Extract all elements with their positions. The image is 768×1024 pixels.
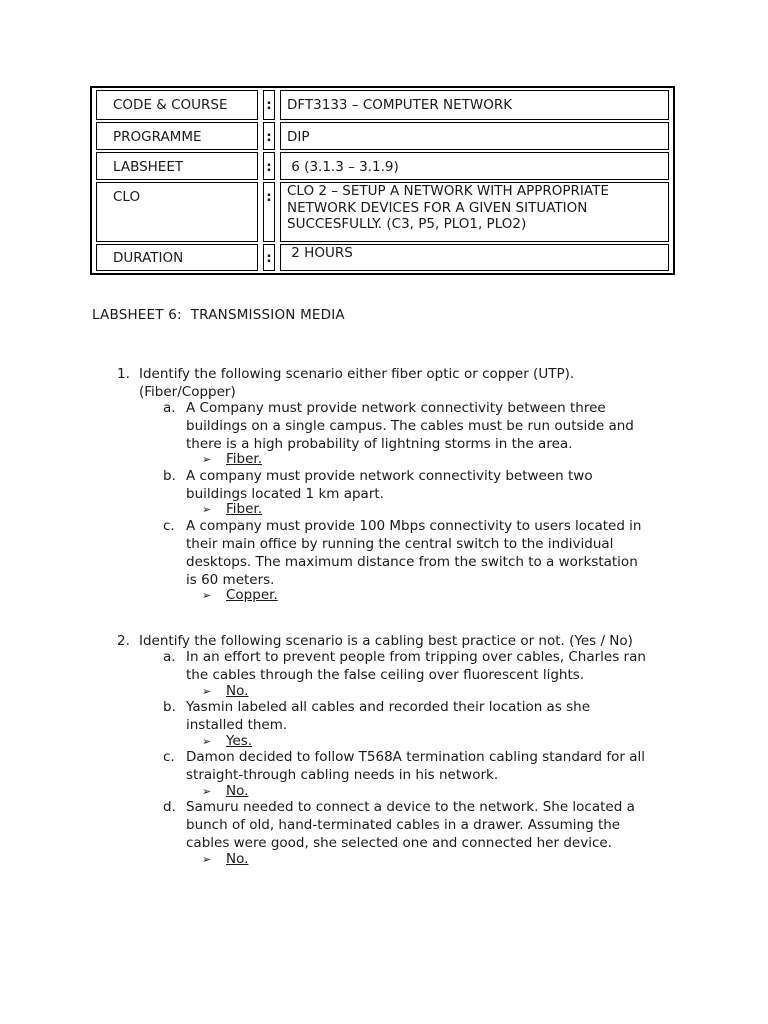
item-letter: a. [163, 649, 176, 665]
item-text-line: there is a high probability of lightning storms in the area. [186, 436, 573, 452]
info-value: DIP [280, 122, 669, 150]
answer-text: Copper. [226, 587, 278, 603]
item-text-line: A company must provide network connectivity between two [186, 468, 593, 484]
item-text-line: straight-through cabling needs in his network. [186, 767, 499, 783]
clo-line: NETWORK DEVICES FOR A GIVEN SITUATION [287, 199, 588, 216]
item-text-line: A company must provide 100 Mbps connectivity to users located in [186, 518, 642, 534]
item-text-line: Damon decided to follow T568A termination cabling standard for all [186, 749, 645, 765]
info-colon: : [263, 182, 275, 242]
answer-text: Yes. [226, 733, 253, 749]
item-letter: b. [163, 468, 176, 484]
question-number: 1. [117, 366, 130, 382]
answer-line [202, 586, 278, 605]
arrow-bullet-icon: ➢ [202, 853, 212, 866]
arrow-bullet-icon: ➢ [202, 503, 212, 516]
arrow-bullet-icon: ➢ [202, 589, 212, 602]
info-row-programme [94, 122, 671, 150]
arrow-bullet-icon: ➢ [202, 785, 212, 798]
item-text-line: Yasmin labeled all cables and recorded their location as she [186, 699, 591, 715]
item-text-line: cables were good, she selected one and connected her device. [186, 835, 612, 851]
question-text-line: (Fiber/Copper) [139, 384, 236, 400]
item-text-line: buildings located 1 km apart. [186, 486, 384, 502]
info-label: LABSHEET [96, 152, 258, 180]
info-row-clo [94, 182, 671, 242]
item-text-line: installed them. [186, 717, 288, 733]
arrow-bullet-icon: ➢ [202, 453, 212, 466]
item-text-line: bunch of old, hand-terminated cables in a drawer. Assuming the [186, 817, 621, 833]
labsheet-title: LABSHEET 6: TRANSMISSION MEDIA [92, 307, 345, 323]
info-colon: : [263, 244, 275, 271]
answer-text: Fiber. [226, 451, 263, 467]
arrow-bullet-icon: ➢ [202, 685, 212, 698]
item-text-line: A Company must provide network connectivity between three [186, 400, 606, 416]
clo-line: CLO 2 – SETUP A NETWORK WITH APPROPRIATE [287, 183, 609, 199]
item-letter: c. [163, 749, 175, 765]
answer-text: No. [226, 783, 249, 799]
item-letter: b. [163, 699, 176, 715]
item-text-line: Samuru needed to connect a device to the network. She located a [186, 799, 635, 815]
answer-line [202, 850, 248, 869]
answer-text: Fiber. [226, 501, 263, 517]
item-letter: d. [163, 799, 176, 815]
info-row-labsheet [94, 152, 671, 180]
item-text-line: the cables through the false ceiling over fluorescent lights. [186, 667, 585, 683]
answer-text: No. [226, 851, 249, 867]
info-value: 6 (3.1.3 – 3.1.9) [280, 152, 669, 180]
info-label: CODE & COURSE [96, 90, 258, 120]
item-letter: c. [163, 518, 175, 534]
question-text-line: Identify the following scenario is a cabling best practice or not. (Yes / No) [139, 633, 633, 649]
info-colon: : [263, 90, 275, 120]
item-text-line: is 60 meters. [186, 572, 275, 588]
item-text-line: buildings on a single campus. The cables must be run outside and [186, 418, 634, 434]
info-colon: : [263, 152, 275, 180]
question-number: 2. [117, 633, 130, 649]
clo-line: SUCCESFULLY. (C3, P5, PLO1, PLO2) [287, 216, 527, 232]
item-text-line: their main office by running the central switch to the individual [186, 536, 614, 552]
arrow-bullet-icon: ➢ [202, 735, 212, 748]
item-text-line: In an effort to prevent people from tripping over cables, Charles ran [186, 649, 646, 665]
answer-text: No. [226, 683, 249, 699]
info-label: CLO [96, 182, 258, 242]
course-info-table [90, 86, 675, 275]
item-text-line: desktops. The maximum distance from the switch to a workstation [186, 554, 638, 570]
info-label: DURATION [96, 244, 258, 271]
item-letter: a. [163, 400, 176, 416]
info-label: PROGRAMME [96, 122, 258, 150]
info-row-code-course [94, 90, 671, 120]
question-text-line: Identify the following scenario either fiber optic or copper (UTP). [139, 366, 575, 382]
info-value: 2 HOURS [280, 244, 669, 271]
info-row-duration [94, 244, 671, 271]
info-value-clo [280, 182, 669, 242]
info-colon: : [263, 122, 275, 150]
info-value: DFT3133 – COMPUTER NETWORK [280, 90, 669, 120]
